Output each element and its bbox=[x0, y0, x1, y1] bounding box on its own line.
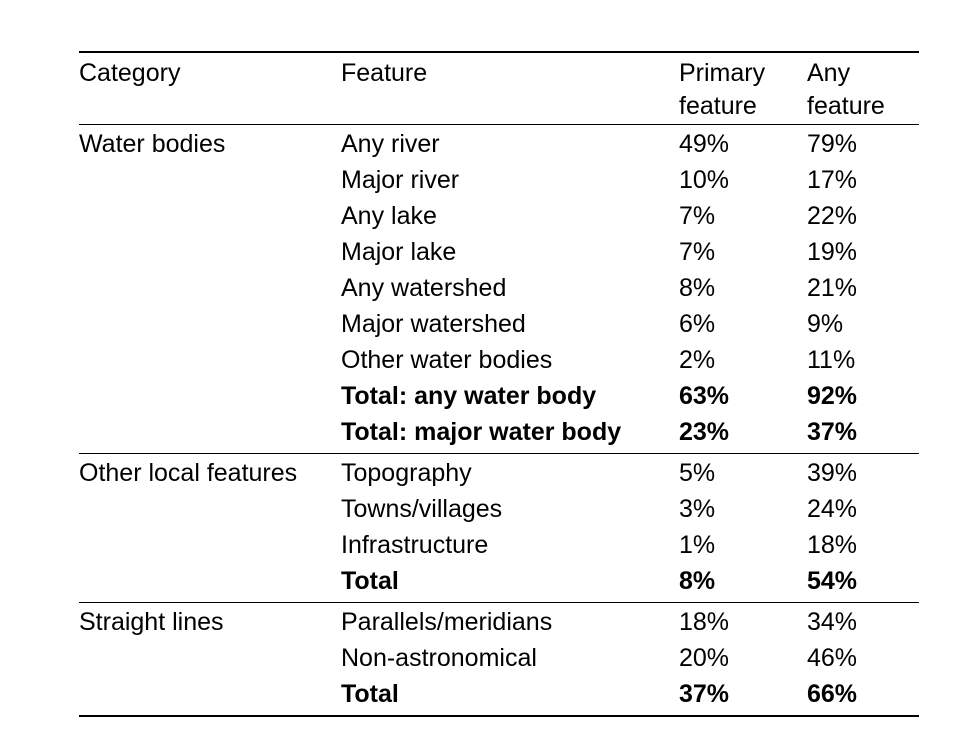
any-feature-cell: 24% bbox=[807, 495, 858, 523]
table-total-row bbox=[79, 677, 919, 713]
any-feature-cell: 19% bbox=[807, 238, 858, 266]
feature-cell: Major river bbox=[341, 166, 460, 194]
primary-feature-cell: 10% bbox=[679, 166, 730, 194]
any-feature-cell: 11% bbox=[807, 346, 856, 374]
primary-feature-cell: 7% bbox=[679, 238, 716, 266]
primary-feature-cell: 18% bbox=[679, 608, 730, 636]
table-row bbox=[79, 271, 919, 307]
table-total-row bbox=[79, 415, 919, 451]
header-any-feature: Any feature bbox=[807, 59, 885, 120]
primary-feature-cell: 6% bbox=[679, 310, 716, 338]
any-feature-cell: 17% bbox=[807, 166, 858, 194]
table-row bbox=[79, 605, 919, 641]
table-group bbox=[79, 125, 919, 453]
category-cell: Straight lines bbox=[79, 608, 224, 636]
any-feature-cell: 9% bbox=[807, 310, 844, 338]
primary-feature-cell: 7% bbox=[679, 202, 716, 230]
feature-cell: Infrastructure bbox=[341, 531, 489, 559]
table-header-row bbox=[79, 53, 919, 124]
table-row bbox=[79, 492, 919, 528]
any-feature-cell: 37% bbox=[807, 418, 858, 446]
table-total-row bbox=[79, 379, 919, 415]
any-feature-cell: 46% bbox=[807, 644, 858, 672]
primary-feature-cell: 20% bbox=[679, 644, 730, 672]
feature-cell: Other water bodies bbox=[341, 346, 553, 374]
any-feature-cell: 39% bbox=[807, 459, 858, 487]
feature-cell: Total bbox=[341, 567, 399, 595]
any-feature-cell: 54% bbox=[807, 567, 858, 595]
primary-feature-cell: 23% bbox=[679, 418, 730, 446]
any-feature-cell: 21% bbox=[807, 274, 858, 302]
feature-table bbox=[79, 51, 919, 717]
header-category: Category bbox=[79, 59, 181, 87]
any-feature-cell: 18% bbox=[807, 531, 858, 559]
table-row bbox=[79, 641, 919, 677]
feature-cell: Any watershed bbox=[341, 274, 507, 302]
table-row bbox=[79, 163, 919, 199]
table-row bbox=[79, 343, 919, 379]
feature-cell: Parallels/meridians bbox=[341, 608, 553, 636]
primary-feature-cell: 8% bbox=[679, 567, 716, 595]
table-row bbox=[79, 307, 919, 343]
primary-feature-cell: 37% bbox=[679, 680, 730, 708]
primary-feature-cell: 2% bbox=[679, 346, 716, 374]
feature-cell: Any lake bbox=[341, 202, 437, 230]
table-row bbox=[79, 456, 919, 492]
table-body bbox=[79, 125, 919, 715]
table-group bbox=[79, 454, 919, 602]
primary-feature-cell: 63% bbox=[679, 382, 730, 410]
category-cell: Other local features bbox=[79, 459, 298, 487]
primary-feature-cell: 5% bbox=[679, 459, 716, 487]
header-primary-feature: Primary feature bbox=[679, 59, 766, 120]
table-bottom-rule bbox=[79, 715, 919, 717]
any-feature-cell: 66% bbox=[807, 680, 858, 708]
category-cell: Water bodies bbox=[79, 130, 226, 158]
feature-cell: Total bbox=[341, 680, 399, 708]
feature-cell: Total: any water body bbox=[341, 382, 597, 410]
table-total-row bbox=[79, 564, 919, 600]
feature-cell: Non-astronomical bbox=[341, 644, 537, 672]
table-row bbox=[79, 528, 919, 564]
feature-cell: Major lake bbox=[341, 238, 457, 266]
feature-cell: Any river bbox=[341, 130, 440, 158]
table-row bbox=[79, 235, 919, 271]
feature-cell: Total: major water body bbox=[341, 418, 622, 446]
table-row bbox=[79, 199, 919, 235]
primary-feature-cell: 8% bbox=[679, 274, 716, 302]
feature-cell: Towns/villages bbox=[341, 495, 503, 523]
any-feature-cell: 34% bbox=[807, 608, 858, 636]
table-row bbox=[79, 127, 919, 163]
any-feature-cell: 79% bbox=[807, 130, 858, 158]
any-feature-cell: 92% bbox=[807, 382, 858, 410]
primary-feature-cell: 3% bbox=[679, 495, 716, 523]
feature-cell: Topography bbox=[341, 459, 472, 487]
primary-feature-cell: 49% bbox=[679, 130, 730, 158]
feature-cell: Major watershed bbox=[341, 310, 526, 338]
header-feature: Feature bbox=[341, 59, 428, 87]
any-feature-cell: 22% bbox=[807, 202, 858, 230]
primary-feature-cell: 1% bbox=[679, 531, 716, 559]
table-group bbox=[79, 603, 919, 715]
